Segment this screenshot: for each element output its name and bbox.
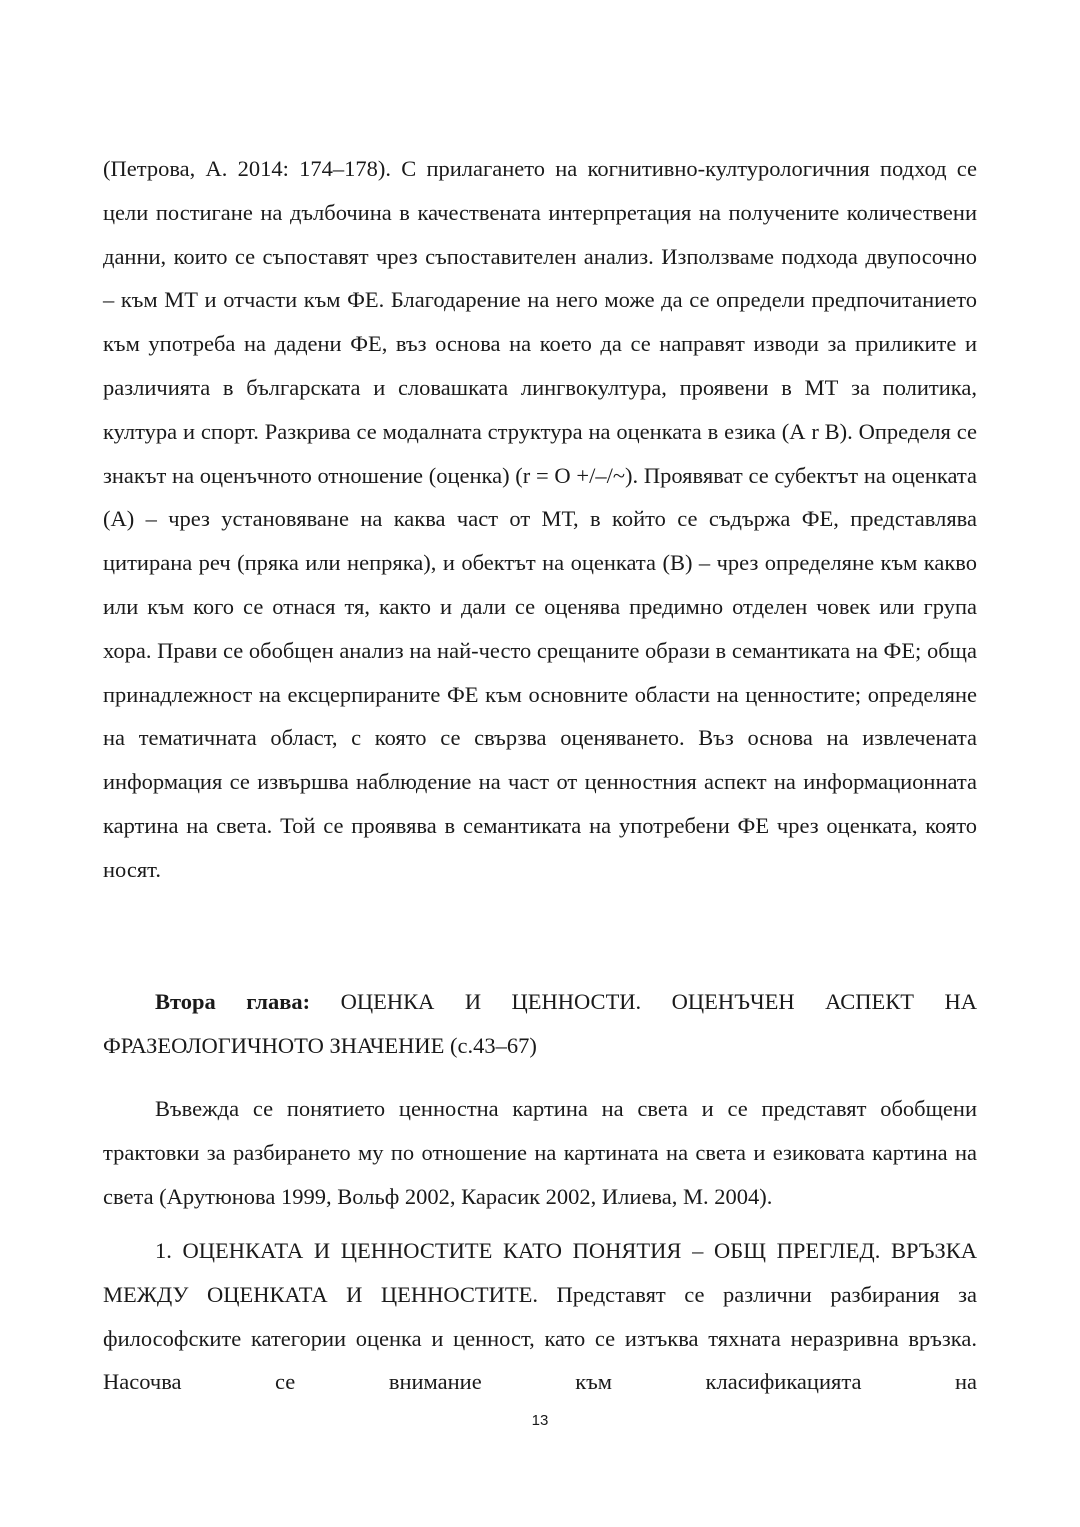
chapter-label: Втора глава: bbox=[155, 989, 311, 1014]
page-number: 13 bbox=[531, 1412, 549, 1429]
paragraph-value-picture: Въвежда се понятието ценностна картина на света и се представят обобщени трактовки за разбирането му по отношение на картината на света и езиковата картина на света (Арутюнова 1999, Вольф 2002, Карасик 2002, Илиева, М. 2004). bbox=[103, 1096, 977, 1209]
paragraph-methodology: (Петрова, А. 2014: 174–178). С прилагането на когнитивно-културологичния подход се цели постигане на дълбочина в качествената интерпретация на получените количествени данни, които се съпоставят чрез съпоставителен анализ. Използваме подхода двупосочно – към МТ и отчасти към ФЕ. Благодарение на него може да се определи предпочитанието към употреба на дадени ФЕ, въз основа на което да се направят изводи за приликите и различията в българската и словашката лингвокултура, проявени в МТ за политика, култура и спорт. Разкрива се модалната структура на оценката в езика (А r В). Определя се знакът на оценъчното отношение (оценка) (r = О +/–/~). Проявяват се субектът на оценката (А) – чрез установяване на каква част от МТ, в който се съдържа ФЕ, представлява цитирана реч (пряка или непряка), и обектът на оценката (В) – чрез определяне към какво или към кого се отнася тя, както и дали се оценява предимно отделен човек или група хора. Прави се обобщен анализ на най-често срещаните образи в семантиката на ФЕ; обща принадлежност на ексцерпираните ФЕ към основните области на ценностите; определяне на тематичната област, с която се свързва оценяването. Въз основа на извлечената информация се извършва наблюдение на част от ценностния аспект на информационната картина на света. Той се проявява в семантиката на употребени ФЕ чрез оценката, която носят. bbox=[103, 156, 977, 882]
chapter-heading bbox=[103, 980, 977, 1068]
chapter-title: ОЦЕНКА И ЦЕННОСТИ. ОЦЕНЪЧЕН АСПЕКТ НА ФРАЗЕОЛОГИЧНОТО ЗНАЧЕНИЕ (с.43–67) bbox=[103, 989, 977, 1058]
paragraph-section-1: 1. ОЦЕНКАТА И ЦЕННОСТИТЕ КАТО ПОНЯТИЯ – ОБЩ ПРЕГЛЕД. ВРЪЗКА МЕЖДУ ОЦЕНКАТА И ЦЕННОСТИТЕ. Представят се различни разбирания за философските категории оценка и ценност, като се изтъква тяхната неразривна връзка. Насочва се внимание към класификацията на bbox=[103, 1238, 977, 1395]
